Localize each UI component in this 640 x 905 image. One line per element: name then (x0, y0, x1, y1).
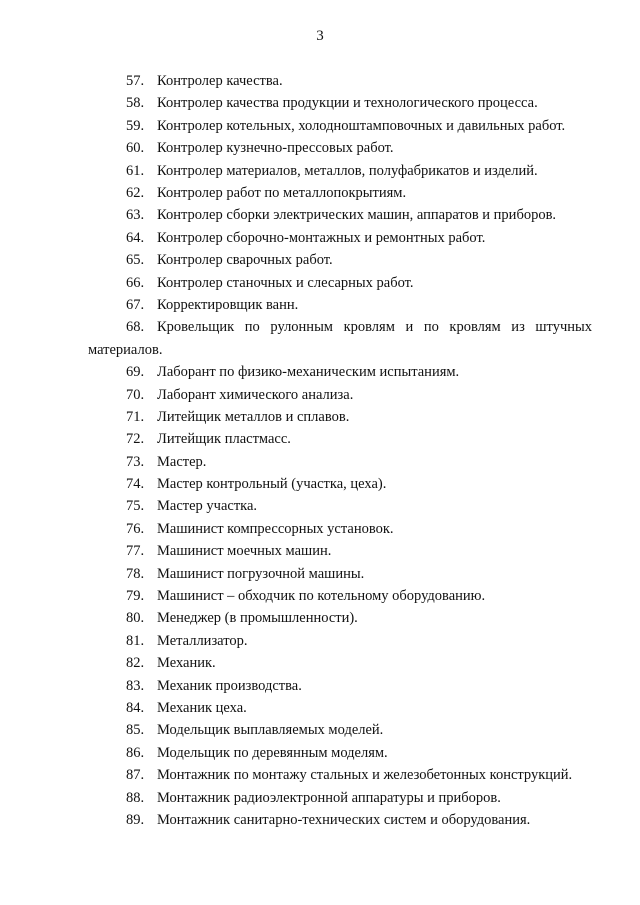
item-text: Лаборант химического анализа. (157, 386, 354, 403)
item-text: Контролер качества. (157, 73, 283, 89)
item-number: 74. (126, 476, 145, 493)
item-text: Контролер материалов, металлов, полуфабрикатов и изделий. (157, 162, 538, 179)
item-text: Мастер контрольный (участка, цеха). (157, 476, 387, 493)
list-item (88, 115, 592, 137)
page-number: 3 (316, 28, 324, 44)
item-number: 71. (126, 408, 145, 425)
item-text-continuation: материалов. (88, 341, 163, 358)
list-item (88, 160, 592, 182)
item-number: 80. (126, 610, 145, 627)
item-text: Корректировщик ванн. (157, 296, 299, 313)
profession-list (88, 70, 592, 831)
list-item (88, 406, 592, 428)
item-number: 59. (126, 117, 145, 134)
item-number: 63. (126, 207, 145, 224)
item-text: Машинист компрессорных установок. (157, 520, 394, 537)
list-item (88, 272, 592, 294)
item-text: Монтажник радиоэлектронной аппаратуры и приборов. (157, 789, 501, 806)
list-item (88, 361, 592, 383)
list-item (88, 294, 592, 316)
item-number: 82. (126, 655, 145, 672)
item-number: 85. (126, 722, 145, 739)
item-text: Механик производства. (157, 677, 302, 694)
item-number: 57. (126, 73, 145, 89)
item-number: 83. (126, 677, 145, 694)
item-number: 75. (126, 498, 145, 515)
item-number: 67. (126, 296, 145, 313)
list-item (88, 451, 592, 473)
item-number: 72. (126, 431, 145, 448)
item-text: Механик цеха. (157, 699, 247, 716)
item-text: Мастер. (157, 453, 207, 470)
item-number: 70. (126, 386, 145, 403)
item-text: Лаборант по физико-механическим испытаниям. (157, 364, 460, 381)
item-text: Машинист погрузочной машины. (157, 565, 365, 582)
list-item (88, 428, 592, 450)
list-item (88, 518, 592, 540)
item-text: Мастер участка. (157, 498, 258, 515)
list-item (88, 809, 592, 831)
list-item (88, 540, 592, 562)
item-text: Механик. (157, 655, 216, 672)
list-item (88, 652, 592, 674)
item-text: Контролер котельных, холодноштамповочных и давильных работ. (157, 117, 566, 134)
item-number: 77. (126, 543, 145, 560)
item-number: 62. (126, 184, 145, 201)
item-text: Контролер сборки электрических машин, аппаратов и приборов. (157, 207, 557, 224)
list-item (88, 182, 592, 204)
list-item (88, 630, 592, 652)
item-number: 65. (126, 252, 145, 269)
item-text: Монтажник по монтажу стальных и железобетонных конструкций. (157, 767, 573, 784)
item-text: Менеджер (в промышленности). (157, 610, 358, 627)
item-number: 61. (126, 162, 145, 179)
item-number: 73. (126, 453, 145, 470)
list-item (88, 697, 592, 719)
item-number: 86. (126, 744, 145, 761)
list-item (88, 787, 592, 809)
item-number: 64. (126, 229, 145, 246)
item-text: Контролер сварочных работ. (157, 252, 333, 269)
item-number: 68. (126, 319, 145, 336)
item-number: 84. (126, 699, 145, 716)
list-item (88, 563, 592, 585)
list-item (88, 204, 592, 226)
item-text: Литейщик металлов и сплавов. (157, 408, 350, 425)
item-text: Контролер качества продукции и технологического процесса. (157, 95, 538, 112)
list-item (88, 137, 592, 159)
list-item (88, 607, 592, 629)
item-number: 81. (126, 632, 145, 649)
item-number: 88. (126, 789, 145, 806)
item-number: 78. (126, 565, 145, 582)
list-item (88, 92, 592, 114)
list-item (88, 473, 592, 495)
list-item (88, 764, 592, 786)
item-text: Металлизатор. (157, 632, 248, 649)
list-item (88, 742, 592, 764)
item-number: 89. (126, 811, 145, 828)
item-number: 69. (126, 364, 145, 381)
item-number: 58. (126, 95, 145, 112)
item-number: 60. (126, 140, 145, 157)
list-item (88, 227, 592, 249)
item-text: Контролер работ по металлопокрытиям. (157, 184, 407, 201)
item-text: Модельщик выплавляемых моделей. (157, 722, 384, 739)
item-number: 87. (126, 767, 145, 784)
item-text: Кровельщик по рулонным кровлям и по кровлям из штучных (157, 319, 592, 336)
item-text: Модельщик по деревянным моделям. (157, 744, 388, 761)
item-number: 76. (126, 520, 145, 537)
item-text: Литейщик пластмасс. (157, 431, 291, 448)
item-text: Контролер сборочно-монтажных и ремонтных работ. (157, 229, 486, 246)
item-text: Машинист моечных машин. (157, 543, 332, 560)
item-text: Контролер станочных и слесарных работ. (157, 274, 414, 291)
item-text: Машинист – обходчик по котельному оборудованию. (157, 588, 486, 605)
list-item (88, 675, 592, 697)
list-item (88, 249, 592, 271)
list-item (88, 719, 592, 741)
item-number: 79. (126, 588, 145, 605)
item-number: 66. (126, 274, 145, 291)
list-item (88, 316, 592, 361)
list-item (88, 585, 592, 607)
list-item (88, 384, 592, 406)
item-text: Монтажник санитарно-технических систем и оборудования. (157, 811, 531, 828)
item-text: Контролер кузнечно-прессовых работ. (157, 140, 394, 157)
list-item (88, 495, 592, 517)
list-item (88, 70, 592, 92)
